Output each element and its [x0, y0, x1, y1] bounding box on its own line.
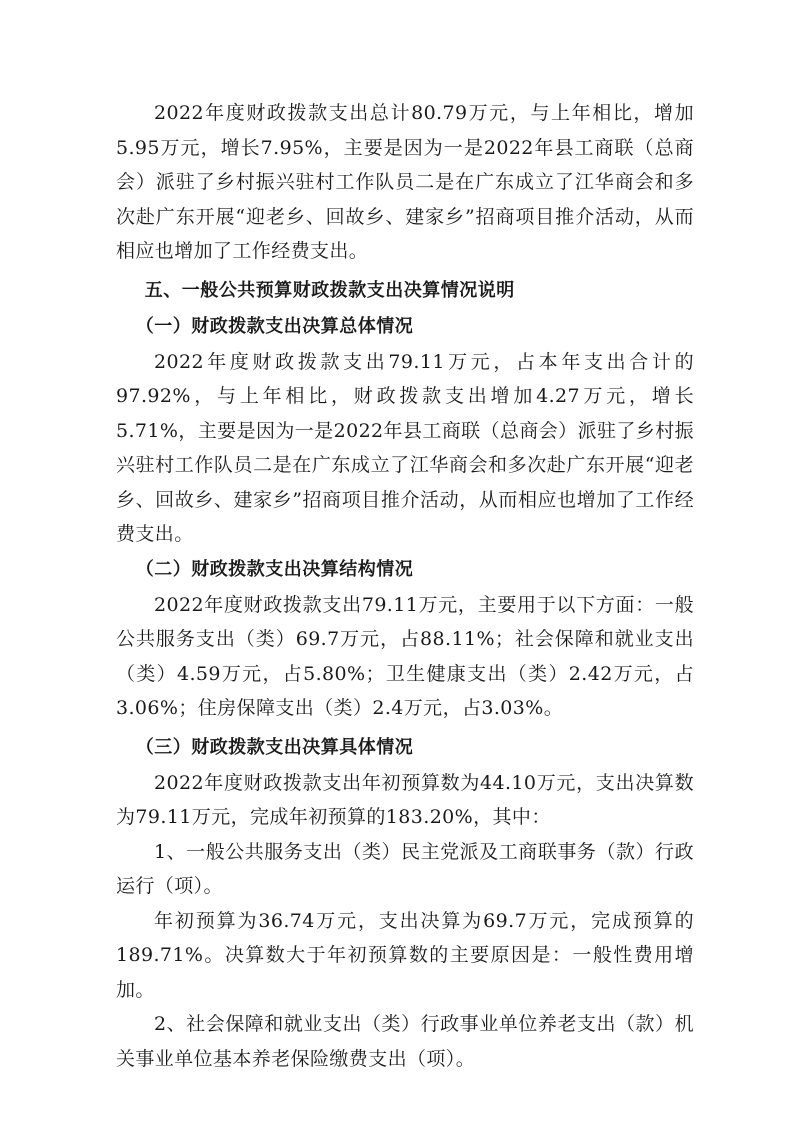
- paragraph-total-expenditure: 2022年度财政拨款支出总计80.79万元，与上年相比，增加5.95万元，增长7.95%，主要是因为一是2022年县工商联（总商会）派驻了乡村振兴驻村工作队员二是在广东成立了江华商会和多次赴广东开展“迎老乡、回故乡、建家乡”招商项目推介活动，从而相应也增加了工作经费支出。: [116, 102, 694, 262]
- paragraph-structure: 2022年度财政拨款支出79.11万元，主要用于以下方面：一般公共服务支出（类）69.7万元，占88.11%；社会保障和就业支出（类）4.59万元，占5.80%；卫生健康支出（类）2.42万元，占3.06%；住房保障支出（类）2.4万元，占3.03%。: [116, 593, 694, 719]
- paragraph-overall: 2022年度财政拨款支出79.11万元，占本年支出合计的97.92%，与上年相比，财政拨款支出增加4.27万元，增长5.71%，主要是因为一是2022年县工商联（总商会）派驻了乡村振兴驻村工作队员二是在广东成立了江华商会和多次赴广东开展“迎老乡、回故乡、建家乡”招商项目推介活动，从而相应也增加了工作经费支出。: [116, 350, 694, 545]
- paragraph-item-one: 1、一般公共服务支出（类）民主党派及工商联事务（款）行政运行（项）。: [116, 840, 694, 897]
- section-heading-five: 五、一般公共预算财政拨款支出决算情况说明: [144, 279, 515, 301]
- paragraph-budget-summary: 2022年度财政拨款支出年初预算数为44.10万元，支出决算数为79.11万元，完成年初预算的183.20%，其中：: [116, 771, 694, 828]
- subsection-heading-overall: （一）财政拨款支出决算总体情况: [135, 315, 414, 337]
- paragraph-item-two: 2、社会保障和就业支出（类）行政事业单位养老支出（款）机关事业单位基本养老保险缴费支出（项）。: [116, 1013, 694, 1070]
- paragraph-item-one-budget: 年初预算为36.74万元，支出决算为69.7万元，完成预算的189.71%。决算数大于年初预算数的主要原因是：一般性费用增加。: [116, 909, 694, 1001]
- subsection-heading-structure: （二）财政拨款支出决算结构情况: [135, 558, 414, 580]
- document-body: [116, 96, 694, 1076]
- subsection-heading-details: （三）财政拨款支出决算具体情况: [135, 736, 414, 758]
